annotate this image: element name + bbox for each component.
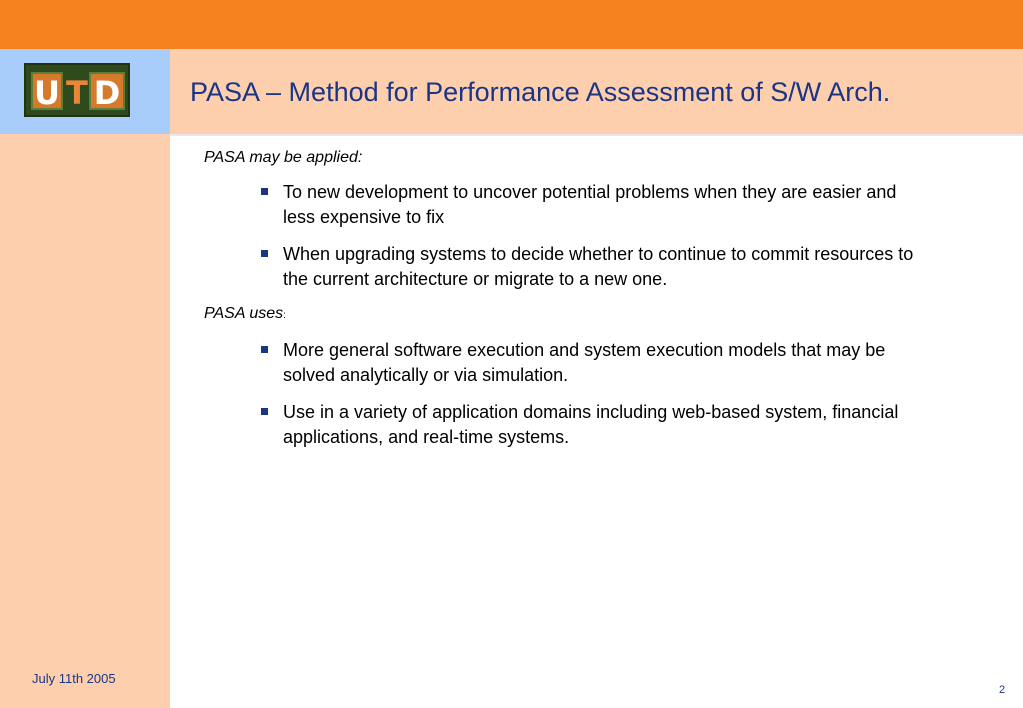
- list-item: Use in a variety of application domains including web-based system, financial applications, and real-time systems.: [283, 400, 933, 450]
- square-bullet-icon: [261, 250, 268, 257]
- logo-letter-t: T: [66, 74, 88, 112]
- section-heading-applied: PASA may be applied:: [204, 149, 363, 166]
- list-item: When upgrading systems to decide whether to continue to commit resources to the current architecture or migrate to a new one.: [283, 242, 933, 292]
- square-bullet-icon: [261, 346, 268, 353]
- header-divider: [170, 134, 1023, 136]
- bullet-list-applied: [204, 180, 964, 292]
- slide-title: PASA – Method for Performance Assessment of S/W Arch.: [190, 77, 891, 107]
- page-number: 2: [999, 684, 1006, 696]
- square-bullet-icon: [261, 188, 268, 195]
- list-item: To new development to uncover potential problems when they are easier and less expensive to fix: [283, 180, 933, 230]
- logo-letter-d: D: [89, 72, 125, 110]
- list-item: More general software execution and system execution models that may be solved analytically or via simulation.: [283, 338, 933, 388]
- logo-panel: [0, 49, 170, 134]
- square-bullet-icon: [261, 408, 268, 415]
- bullet-list-uses: [204, 338, 964, 450]
- top-accent-bar: [0, 0, 1023, 49]
- section-heading-uses: PASA uses:: [204, 305, 286, 322]
- left-sidebar: [0, 134, 170, 708]
- logo-letter-u: U: [31, 72, 63, 110]
- footer-date: July 11th 2005: [32, 671, 116, 686]
- utd-logo: [24, 63, 130, 117]
- slide-content: [204, 148, 964, 462]
